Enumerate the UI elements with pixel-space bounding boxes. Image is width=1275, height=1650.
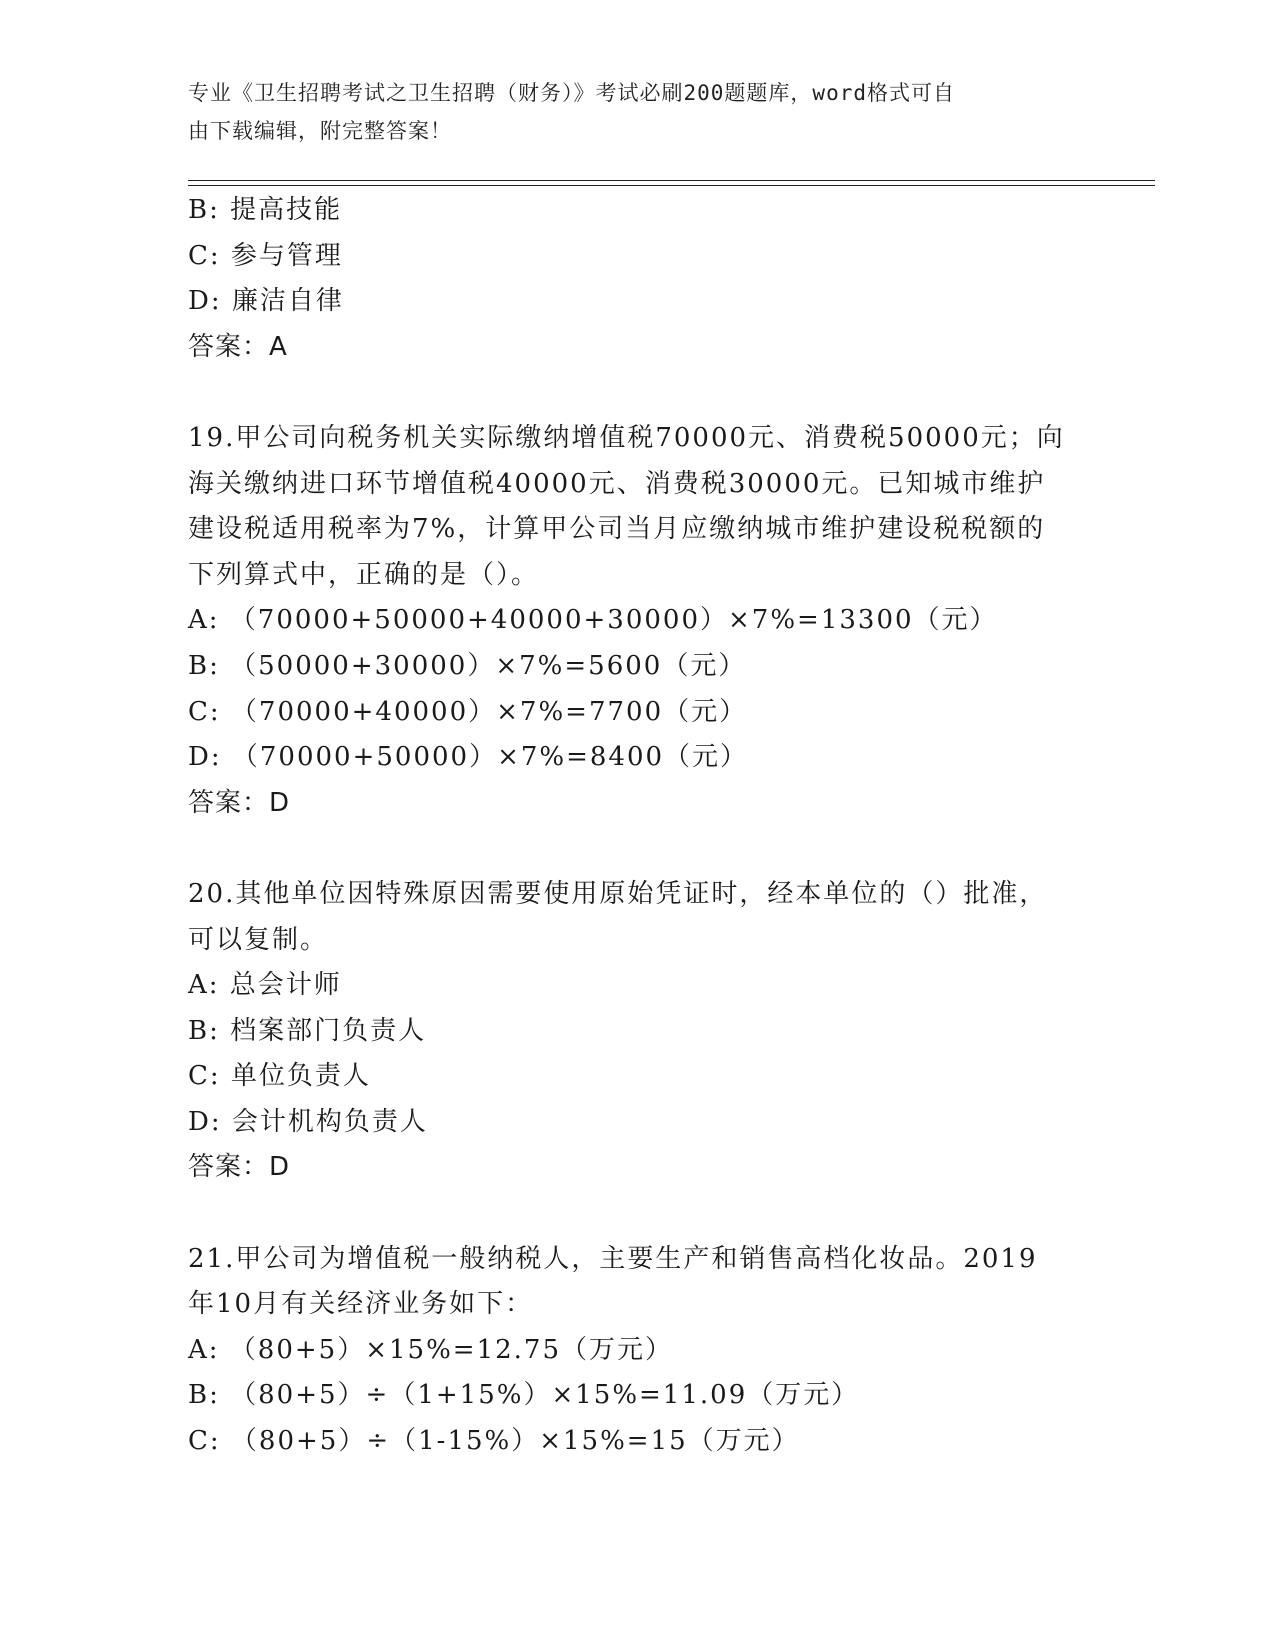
answer: 答案：D xyxy=(188,1152,291,1183)
document-body xyxy=(188,188,1088,1465)
option-d: D: 廉洁自律 xyxy=(188,286,344,317)
header-divider-thin xyxy=(188,185,1155,186)
question-19 xyxy=(188,416,1088,826)
spacer xyxy=(188,826,1088,872)
option-c: C: 单位负责人 xyxy=(188,1061,371,1092)
question-stem-line: 下列算式中，正确的是（）。 xyxy=(188,559,540,590)
option-a: A: （80+5）×15%=12.75（万元） xyxy=(188,1334,674,1365)
option-a: A: 总会计师 xyxy=(188,970,342,1001)
header-line-2: 由下载编辑，附完整答案！ xyxy=(188,119,452,143)
question-20 xyxy=(188,872,1088,1191)
question-stem-line: 建设税适用税率为7%，计算甲公司当月应缴纳城市维护建设税税额的 xyxy=(188,514,1046,545)
answer: 答案：D xyxy=(188,787,291,818)
option-b: B: 档案部门负责人 xyxy=(188,1015,427,1046)
question-stem-line: 海关缴纳进口环节增值税40000元、消费税30000元。已知城市维护 xyxy=(188,468,1046,499)
option-b: B: （80+5）÷（1+15%）×15%=11.09（万元） xyxy=(188,1380,860,1411)
spacer xyxy=(188,1191,1088,1237)
question-21 xyxy=(188,1237,1088,1465)
option-c: C: 参与管理 xyxy=(188,240,343,271)
option-c: C: （80+5）÷（1-15%）×15%=15（万元） xyxy=(188,1426,800,1457)
option-d: D: 会计机构负责人 xyxy=(188,1106,428,1137)
question-stem-line: 可以复制。 xyxy=(188,924,329,955)
option-a: A: （70000+50000+40000+30000）×7%=13300（元） xyxy=(188,605,998,636)
question-stem-line: 21.甲公司为增值税一般纳税人，主要生产和销售高档化妆品。2019 xyxy=(188,1243,1038,1274)
option-b: B: （50000+30000）×7%=5600（元） xyxy=(188,650,747,681)
page-header xyxy=(188,74,1068,150)
question-stem-line: 20.其他单位因特殊原因需要使用原始凭证时，经本单位的（）批准， xyxy=(188,878,1048,909)
question-stem-line: 19.甲公司向税务机关实际缴纳增值税70000元、消费税50000元；向 xyxy=(188,422,1065,453)
question-18-tail xyxy=(188,188,1088,370)
header-line-1: 专业《卫生招聘考试之卫生招聘（财务）》考试必刷200题题库，word格式可自 xyxy=(188,81,955,105)
option-b: B: 提高技能 xyxy=(188,195,343,225)
option-c: C: （70000+40000）×7%=7700（元） xyxy=(188,696,748,727)
header-divider-thick xyxy=(188,180,1155,181)
option-d: D: （70000+50000）×7%=8400（元） xyxy=(188,742,749,773)
spacer xyxy=(188,370,1088,416)
answer: 答案：A xyxy=(188,331,288,362)
question-stem-line: 年10月有关经济业务如下： xyxy=(188,1289,534,1320)
